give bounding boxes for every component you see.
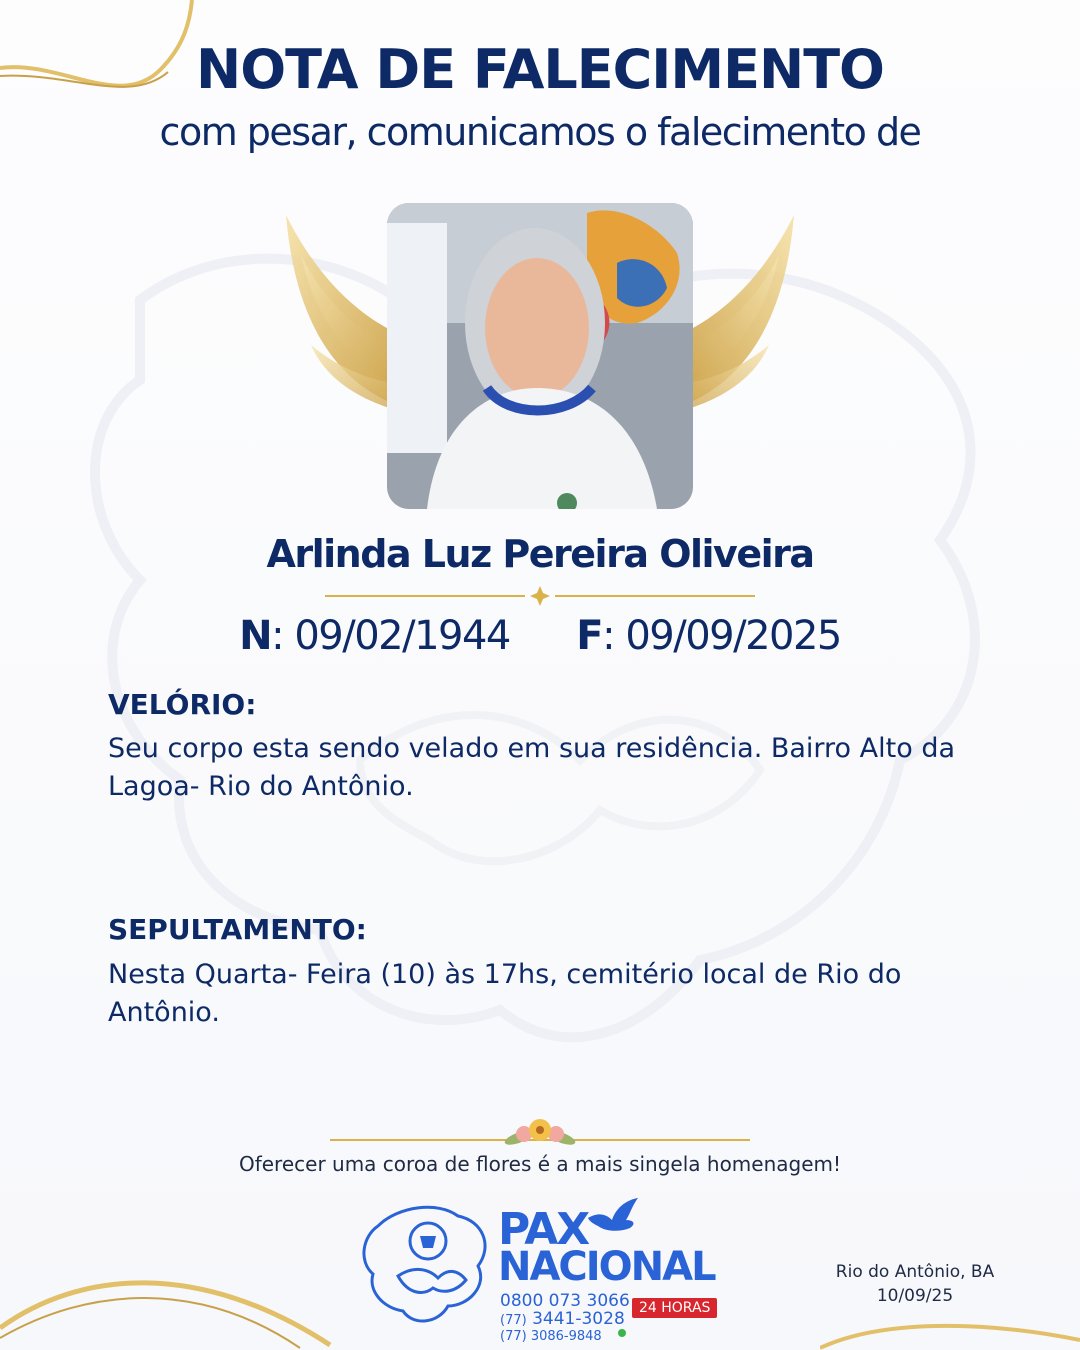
tollfree-phone: 0800 073 3066 (500, 1291, 630, 1311)
birth-label: N (239, 613, 272, 659)
life-dates: N: 09/02/1944 F: 09/09/2025 (239, 613, 841, 659)
whatsapp-phone: (77) 3086-9848 (500, 1329, 602, 1344)
name-divider (325, 584, 755, 608)
brand-name-line1: PAX (498, 1204, 589, 1255)
dove-icon (586, 1194, 640, 1236)
tribute-message: Oferecer uma coroa de flores é a mais singela homenagem! (238, 1152, 842, 1176)
burial-text: Nesta Quarta- Feira (10) às 17hs, cemitério local de Rio do Antônio. (108, 959, 902, 1028)
flower-ornament-icon (330, 1108, 750, 1152)
wake-heading: VELÓRIO: (108, 688, 257, 721)
brand-name-line2: NACIONAL (498, 1244, 715, 1290)
main-phone: (77) 3441-3028 (500, 1309, 625, 1329)
wings-icon (266, 195, 406, 415)
birth-date: 09/02/1944 (294, 613, 510, 659)
portrait-photo (387, 203, 693, 509)
location-date (812, 1260, 1018, 1308)
burial-heading: SEPULTAMENTO: (108, 913, 367, 946)
deceased-name: Arlinda Luz Pereira Oliveira (266, 532, 814, 576)
sparkle-star-icon (530, 586, 550, 606)
issue-date: 10/09/25 (876, 1286, 954, 1306)
wake-text: Seu corpo esta sendo velado em sua residência. Bairro Alto da Lagoa- Rio do Antônio. (108, 733, 956, 802)
location: Rio do Antônio, BA (835, 1262, 995, 1282)
wings-icon (674, 195, 814, 415)
page-title: NOTA DE FALECIMENTO (196, 38, 884, 101)
brazil-map-logo-icon (358, 1196, 496, 1328)
whatsapp-icon (617, 1328, 627, 1338)
gold-swoosh-bottom-left (0, 1250, 360, 1350)
death-label: F (576, 613, 603, 659)
death-date: 09/09/2025 (625, 613, 841, 659)
page-subtitle: com pesar, comunicamos o falecimento de (159, 110, 921, 154)
24h-badge: 24 HORAS (632, 1298, 717, 1318)
